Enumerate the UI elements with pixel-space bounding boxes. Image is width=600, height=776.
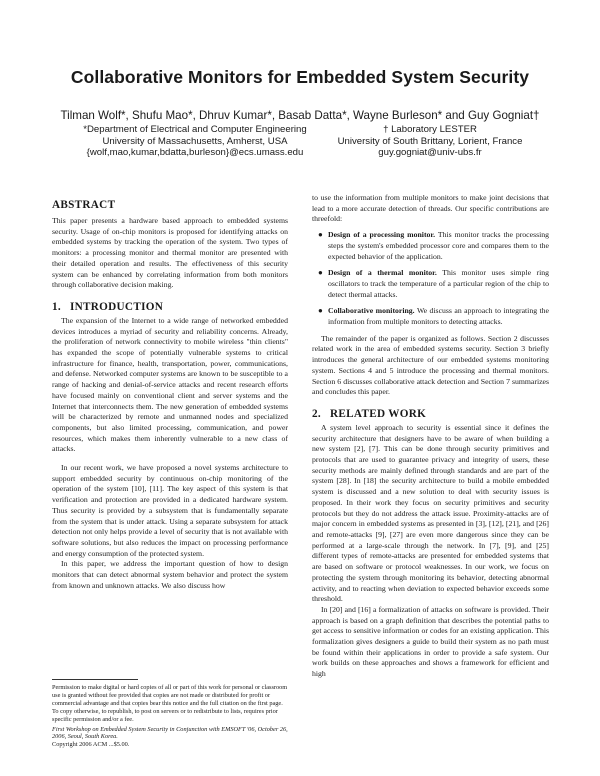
intro-paragraph: The expansion of the Internet to a wide range of networked embedded devices introduces a myriad of security and reliability concerns. Already, the proliferation of network connectivity to mobile wireless "thin clients" has expanded the scope of potentially vulnerable systems to critical infrastructure for finance, health, transportation, power, communications, and defense. Networked computer systems are known to be susceptible to a range of hacking and denial-of-service attacks and recent research efforts have focused mainly on conventional client and server systems and the Internet that interconnects them. The new generation of embedded systems will be characterized by remote and unmanned nodes and specialized components, but also limited processing, communication, and power resources, which makes them inherently vulnerable to a new class of attacks. <box>52 315 288 454</box>
section-title: INTRODUCTION <box>70 300 164 313</box>
paper-title: Collaborative Monitors for Embedded System Security <box>70 67 530 87</box>
left-column <box>52 198 288 592</box>
bullet-icon: ● <box>318 230 323 240</box>
list-item <box>312 230 549 262</box>
intro-continuation: to use the information from multiple monitors to make joint decisions that lead to a more accurate detection of threads. Our specific contributions are threefold: <box>312 193 549 224</box>
list-item <box>312 268 549 300</box>
contribution-label: Design of a thermal monitor. <box>328 268 437 278</box>
affiliation-lester <box>300 124 560 159</box>
bullet-icon: ● <box>318 268 323 278</box>
related-paragraph: In [20] and [16] a formalization of attacks on software is provided. Their approach is based on a graph definition that describes the potential paths to get access to sensitive information or codes for an existing application. This formalization gives designers a guide to build their system as no path must be found within their applications in order to provide a safe system. Our work builds on these approaches and shows a framework for efficient and high <box>312 604 549 679</box>
list-item <box>312 306 549 327</box>
footnote-rule <box>52 679 138 680</box>
organization-paragraph: The remainder of the paper is organized as follows. Section 2 discusses related work in the area of embedded systems security. Section 3 briefly introduces the general architecture of our embedded systems monitoring system. Sections 4 and 5 introduce the processing and thermal monitors. Section 6 discusses collaborative attack detection and Section 7 summarizes and concludes this paper. <box>312 333 549 397</box>
affiliation-email: guy.gogniat@univ-ubs.fr <box>378 147 482 159</box>
affiliation-umass <box>80 124 310 159</box>
section-number: 2. <box>312 407 321 420</box>
copyright-notice: Copyright 2006 ACM ...$5.00. <box>52 741 130 749</box>
affiliation-line: University of Massachusetts, Amherst, USA <box>102 135 288 147</box>
contribution-text: This monitor tracks the processing steps the system's embedded processor core and compares them to the expected behavior of the application. <box>328 230 550 261</box>
contribution-label: Design of a processing monitor. <box>328 230 436 240</box>
venue-text: First Workshop on Embedded System Security in Conjunction with EMSOFT '06, October 26, 2006, Seoul, South Korea. <box>52 725 288 741</box>
author-list: Tilman Wolf*, Shufu Mao*, Dhruv Kumar*, Basab Datta*, Wayne Burleson* and Guy Gogniat† <box>60 109 540 122</box>
contribution-text: This monitor uses simple ring oscillators to track the temperature of a particular region of the chip to detect thermal attacks. <box>328 268 549 299</box>
venue-notice <box>52 726 288 742</box>
related-paragraph: A system level approach to security is essential since it defines the security architecture that designers have to be aware of when building a new system [2], [7]. This can be done through security primitives and protocols that are used to guarantee privacy and integrity of users, these security methods are mainly defined through standards and are part of the system [28]. In [18] the security architecture to build a mobile embedded system is discussed and a new solution to deal with security issues is proposed. In their work they focus on security primitives and security protocols but they do not address the attack issue. Proximity-attacks are of major concern in embedded systems as presented in [3], [12], [21], and [26] and remote-attacks [9], [27] are even more dangerous since they can be performed at a large-scale through the network. In [7], [9], and [25] different types of remote-attacks are presented for embedded systems that are based on software or protocol weaknesses. In our work, we focus on protecting the system through monitoring its behavior, detecting abnormal activity, and to reacting when deviation to expected behavior exceeds some threshold. <box>312 422 549 604</box>
contribution-text: We discuss an approach to integrating the information from multiple monitors to detecting attacks. <box>328 306 549 327</box>
section-heading-related-work <box>312 407 549 421</box>
section-title: RELATED WORK <box>330 407 427 420</box>
intro-paragraph: In this paper, we address the important question of how to design monitors that can detect abnormal system behavior and protect the system from known and unknown attacks. We also discuss how <box>52 559 288 590</box>
section-number: 1. <box>52 300 61 313</box>
affiliation-email: {wolf,mao,kumar,bdatta,burleson}@ecs.umass.edu <box>86 147 304 159</box>
affiliation-line: University of South Brittany, Lorient, France <box>337 135 523 147</box>
permission-notice: Permission to make digital or hard copies of all or part of this work for personal or classroom use is granted without fee provided that copies are not made or distributed for profit or commercial advantage and that copies bear this notice and the full citation on the first page. To copy otherwise, to republish, to post on servers or to redistribute to lists, requires prior specific permission and/or a fee. <box>52 684 288 723</box>
intro-paragraph: In our recent work, we have proposed a novel systems architecture to support embedded security by continuous on-chip monitoring of the operation of the system [10], [11]. The key aspect of this system is that verification and protection are provided in a dedicated hardware system. Thus security is provided by a subsystem that is fundamentally separate from the system that is under attack. Using a separate subsystem for attack detection not only helps provide a level of security that is not available with software solutions, but also reduces the impact on processing performance and energy consumption of the protected system. <box>52 463 288 558</box>
section-heading-introduction <box>52 300 288 314</box>
contribution-label: Collaborative monitoring. <box>328 306 415 316</box>
copyright-footnote <box>52 684 288 749</box>
abstract-text: This paper presents a hardware based approach to embedded systems security. Usage of on-chip monitors is proposed for identifying attacks on embedded systems by tracking the operation of the system. Two types of monitors: a processing monitor and thermal monitor are presented with their detailed operation and results. The effectiveness of this security system can be enhanced by correlating information from both monitors through collaborative decision making. <box>52 216 288 290</box>
abstract-heading: ABSTRACT <box>52 199 116 211</box>
bullet-icon: ● <box>318 306 323 316</box>
affiliation-line: † Laboratory LESTER <box>383 124 477 135</box>
right-column <box>312 193 549 680</box>
contribution-list <box>312 230 549 328</box>
affiliation-line: *Department of Electrical and Computer Engineering <box>83 124 307 135</box>
